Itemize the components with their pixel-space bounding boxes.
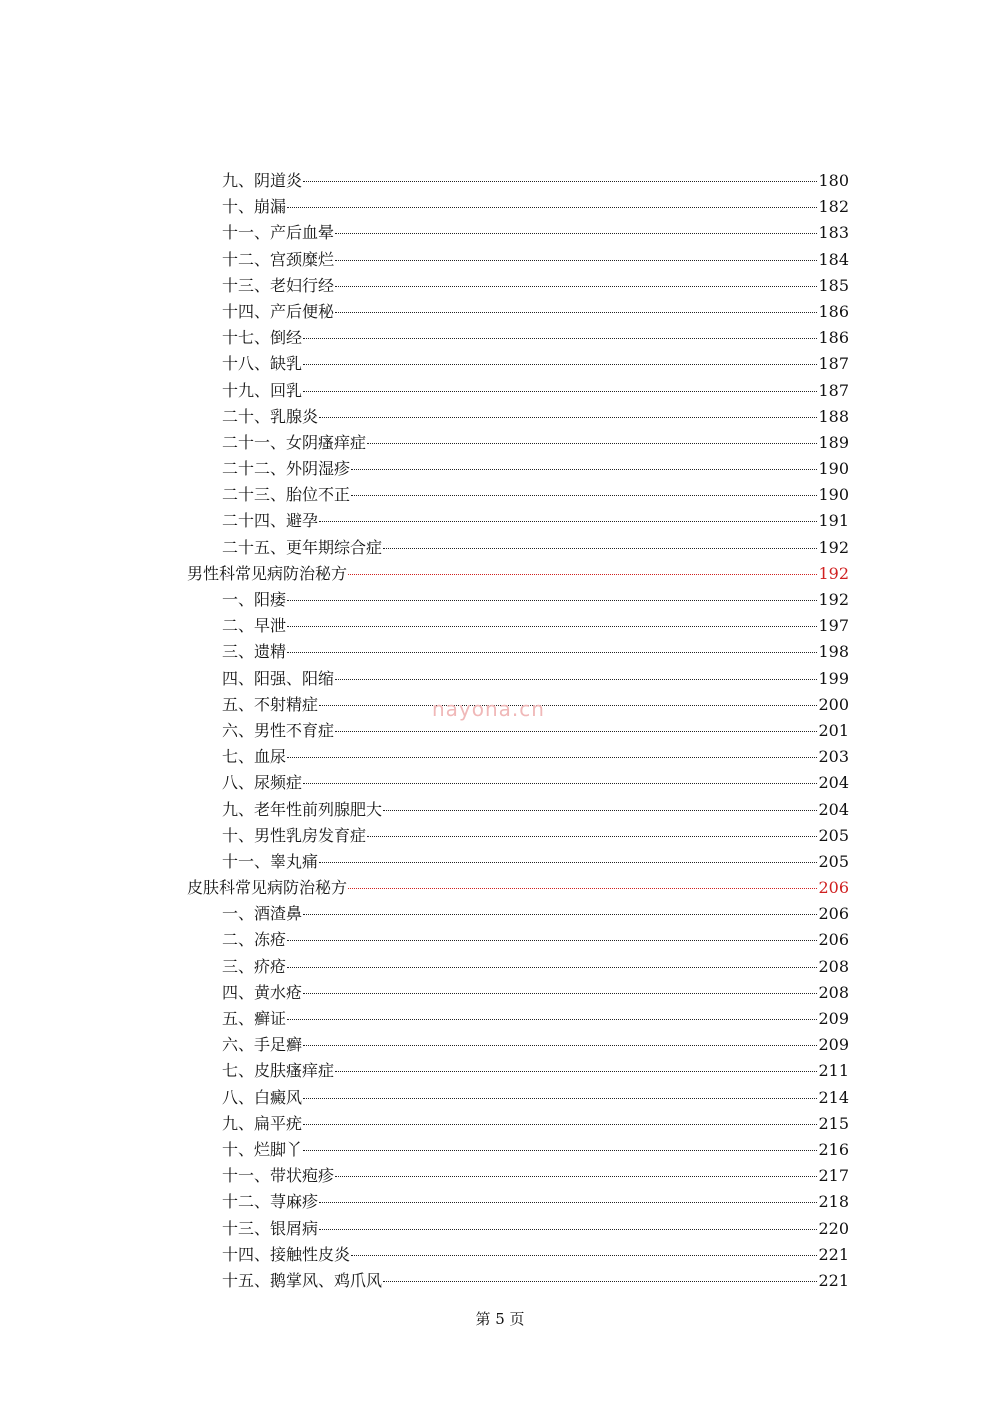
toc-entry-page-number: 211 [818,1061,849,1081]
toc-entry-label: 十、烂脚丫 [222,1139,303,1159]
toc-entry-label: 十二、荨麻疹 [222,1192,319,1212]
toc-entry-label: 三、疥疮 [222,956,287,976]
toc-entry[interactable] [187,1189,849,1215]
toc-entry-page-number: 197 [818,616,849,636]
toc-entry[interactable] [187,797,849,823]
toc-entry[interactable] [187,639,849,665]
dot-leader [303,391,817,392]
toc-entry[interactable] [187,1242,849,1268]
toc-entry[interactable] [187,927,849,953]
toc-entry[interactable] [187,1111,849,1137]
dot-leader [383,548,817,549]
toc-entry[interactable] [187,823,849,849]
toc-entry-label: 十四、产后便秘 [222,301,335,321]
toc-entry-page-number: 188 [818,406,849,426]
dot-leader [383,1281,817,1282]
toc-entry[interactable] [187,613,849,639]
watermark: nayona.cn [432,697,545,721]
dot-leader [303,783,817,784]
dot-leader [303,1150,817,1151]
toc-entry-page-number: 191 [818,511,849,531]
toc-entry-label: 八、尿频症 [222,773,303,793]
dot-leader [335,286,817,287]
toc-entry-label: 二、冻疮 [222,930,287,950]
toc-entry-label: 十七、倒经 [222,328,303,348]
toc-entry-label: 六、男性不育症 [222,720,335,740]
toc-entry-label: 一、阳痿 [222,590,287,609]
toc-entry-label: 十一、睾丸痛 [222,851,319,871]
dot-leader [287,600,817,601]
dot-leader [351,469,817,470]
toc-entry[interactable] [187,430,849,456]
dot-leader [383,810,817,811]
toc-entry-label: 十五、鹅掌风、鸡爪风 [222,1270,383,1290]
toc-entry[interactable] [187,1268,849,1294]
toc-entry-label: 四、黄水疮 [222,982,303,1002]
toc-entry[interactable] [187,1032,849,1058]
dot-leader [351,1255,817,1256]
dot-leader [287,967,817,968]
dot-leader [335,679,817,680]
toc-entry-label: 七、血尿 [222,747,287,767]
toc-entry[interactable] [187,1216,849,1242]
toc-entry[interactable] [187,1137,849,1163]
toc-entry-page-number: 190 [818,485,849,505]
toc-entry[interactable] [187,351,849,377]
toc-entry-page-number: 182 [818,197,849,217]
toc-entry-label: 七、皮肤瘙痒症 [222,1061,335,1081]
toc-entry[interactable] [187,587,849,613]
toc-entry[interactable] [187,770,849,796]
toc-entry[interactable] [187,1163,849,1189]
toc-entry-label: 二十五、更年期综合症 [222,537,383,557]
toc-entry-page-number: 209 [818,1035,849,1055]
toc-entry-label: 四、阳强、阳缩 [222,668,335,688]
toc-entry[interactable] [187,404,849,430]
toc-entry-page-number: 190 [818,459,849,479]
toc-entry[interactable] [187,220,849,246]
dot-leader [319,705,817,706]
toc-entry[interactable] [187,378,849,404]
toc-entry-page-number: 201 [818,720,849,740]
toc-entry-label: 八、白癜风 [222,1087,303,1107]
toc-entry[interactable] [187,666,849,692]
toc-section-entry[interactable] [187,561,849,587]
toc-entry-label: 九、老年性前列腺肥大 [222,799,383,819]
dot-leader [335,731,817,732]
toc-entry-page-number: 205 [818,825,849,845]
toc-entry-page-number: 198 [818,642,849,662]
dot-leader [319,1229,817,1230]
toc-entry[interactable] [187,168,849,194]
toc-entry[interactable] [187,194,849,220]
dot-leader [335,1176,817,1177]
toc-entry-page-number: 221 [818,1270,849,1290]
toc-entry-page-number: 200 [818,694,849,714]
dot-leader [303,1045,817,1046]
toc-entry-page-number: 180 [818,171,849,190]
toc-entry-page-number: 189 [818,432,849,452]
dot-leader [319,521,817,522]
toc-entry-page-number: 215 [818,1113,849,1133]
toc-entry[interactable] [187,535,849,561]
dot-leader [348,888,817,889]
toc-entry-label: 三、遗精 [222,642,287,662]
toc-entry-page-number: 204 [818,773,849,793]
dot-leader [287,652,817,653]
dot-leader [351,495,817,496]
dot-leader [335,312,817,313]
toc-entry-page-number: 220 [818,1218,849,1238]
toc-entry-page-number: 217 [818,1166,849,1186]
toc-entry-label: 九、扁平疣 [222,1113,303,1133]
toc-entry[interactable] [187,1085,849,1111]
toc-entry[interactable] [187,247,849,273]
dot-leader [319,1202,817,1203]
toc-entry[interactable] [187,508,849,534]
toc-entry-label: 二十二、外阴湿疹 [222,459,351,479]
toc-entry-page-number: 204 [818,799,849,819]
toc-entry-label: 十、崩漏 [222,197,287,217]
dot-leader [335,233,817,234]
toc-entry-page-number: 192 [818,537,849,557]
dot-leader [287,1019,817,1020]
toc-entry-page-number: 186 [818,328,849,348]
toc-entry-page-number: 208 [818,956,849,976]
toc-entry[interactable] [187,273,849,299]
dot-leader [335,1071,817,1072]
toc-entry-label: 一、酒渣鼻 [222,904,303,924]
toc-entry-label: 十九、回乳 [222,380,303,400]
toc-entry-page-number: 206 [818,930,849,950]
toc-entry-label: 十、男性乳房发育症 [222,825,367,845]
toc-entry-page-number: 208 [818,982,849,1002]
dot-leader [303,181,817,182]
toc-entry-label: 十一、带状疱疹 [222,1166,335,1186]
toc-entry[interactable] [187,954,849,980]
toc-entry-page-number: 187 [818,380,849,400]
toc-entry-label: 十八、缺乳 [222,354,303,374]
toc-section-entry[interactable] [187,875,849,901]
toc-entry[interactable] [187,1058,849,1084]
dot-leader [303,364,817,365]
toc-entry-label: 五、癣证 [222,1009,287,1028]
dot-leader [319,862,817,863]
toc-entry[interactable] [187,849,849,875]
dot-leader [303,338,817,339]
toc-entry-page-number: 209 [818,1009,849,1028]
toc-entry[interactable] [187,299,849,325]
toc-entry[interactable] [187,456,849,482]
toc-entry-page-number: 184 [818,249,849,269]
toc-entry-label: 皮肤科常见病防治秘方 [187,878,348,898]
toc-entry-page-number: 192 [818,563,849,583]
toc-entry[interactable] [187,901,849,927]
dot-leader [335,260,817,261]
dot-leader [287,757,817,758]
dot-leader [287,940,817,941]
toc-entry-label: 二十、乳腺炎 [222,406,319,426]
dot-leader [287,626,817,627]
dot-leader [348,574,817,575]
toc-entry-label: 二十三、胎位不正 [222,485,351,505]
toc-entry-page-number: 199 [818,668,849,688]
toc-entry-label: 十一、产后血晕 [222,223,335,243]
toc-entry[interactable] [187,980,849,1006]
dot-leader [319,417,817,418]
dot-leader [303,993,817,994]
toc-entry-label: 九、阴道炎 [222,171,303,190]
toc-entry-page-number: 221 [818,1244,849,1264]
toc-entry[interactable] [187,718,849,744]
toc-entry-label: 二十四、避孕 [222,511,319,531]
toc-entry-page-number: 206 [818,904,849,924]
toc-entry-label: 二十一、女阴瘙痒症 [222,432,367,452]
toc-entry-page-number: 203 [818,747,849,767]
toc-entry-page-number: 185 [818,275,849,295]
page-number: 第 5 页 [475,1310,525,1328]
dot-leader [367,443,817,444]
toc-entry-page-number: 183 [818,223,849,243]
toc-entry-label: 十二、宫颈糜烂 [222,249,335,269]
dot-leader [287,207,817,208]
toc-entry-page-number: 216 [818,1139,849,1159]
toc-entry-label: 二、早泄 [222,616,287,636]
toc-entry[interactable] [187,325,849,351]
toc-entry-label: 五、不射精症 [222,694,319,714]
toc-entry-label: 六、手足癣 [222,1035,303,1055]
toc-entry-label: 十三、银屑病 [222,1218,319,1238]
toc-entry-page-number: 205 [818,851,849,871]
toc-entry-page-number: 206 [818,878,849,898]
toc-entry-page-number: 192 [818,590,849,609]
toc-entry-label: 男性科常见病防治秘方 [187,563,348,583]
toc-entry[interactable] [187,744,849,770]
toc-entry[interactable] [187,1006,849,1032]
toc-entry-page-number: 214 [818,1087,849,1107]
toc-entry-page-number: 187 [818,354,849,374]
table-of-contents [187,168,849,1294]
dot-leader [303,1124,817,1125]
dot-leader [367,836,817,837]
toc-entry-label: 十四、接触性皮炎 [222,1244,351,1264]
toc-entry-page-number: 186 [818,301,849,321]
toc-entry-label: 十三、老妇行经 [222,275,335,295]
dot-leader [303,1098,817,1099]
toc-entry[interactable] [187,482,849,508]
dot-leader [303,914,817,915]
toc-entry-page-number: 218 [818,1192,849,1212]
